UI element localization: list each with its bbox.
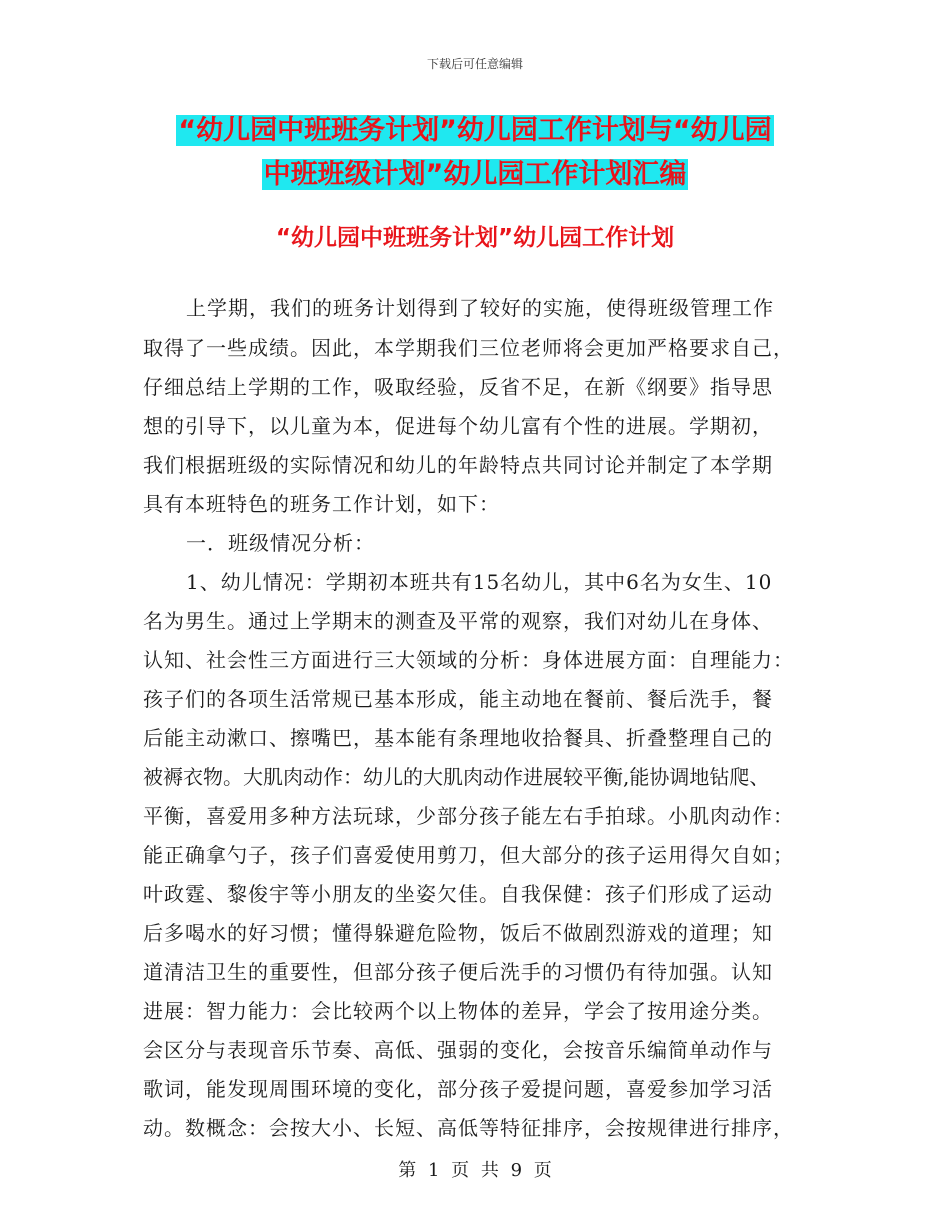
body-line: 道清洁卫生的重要性，但部分孩子便后洗手的习惯仍有待加强。认知 [143, 960, 773, 984]
body-line: 仔细总结上学期的工作，吸取经验，反省不足，在新《纲要》指导思 [143, 375, 773, 399]
body-line: 会区分与表现音乐节奏、高低、强弱的变化，会按音乐编简单动作与 [143, 1038, 773, 1062]
main-title-line-1 [0, 110, 950, 152]
body-line: 想的引导下，以儿童为本，促进每个幼儿富有个性的进展。学期初， [143, 414, 773, 438]
body-line: 取得了一些成绩。因此，本学期我们三位老师将会更加严格要求自己， [143, 336, 794, 360]
section-title: “幼儿园中班班务计划”幼儿园工作计划 [275, 225, 675, 251]
body-line: 我们根据班级的实际情况和幼儿的年龄特点共同讨论并制定了本学期 [143, 453, 773, 477]
main-title-line-1-text: “幼儿园中班班务计划”幼儿园工作计划与“幼儿园 [178, 115, 772, 146]
body-line: 上学期，我们的班务计划得到了较好的实施，使得班级管理工作 [186, 296, 774, 320]
body-line: 认知、社会性三方面进行三大领域的分析：身体进展方面：自理能力： [143, 648, 794, 672]
body-line: 被褥衣物。大肌肉动作：幼儿的大肌肉动作进展较平衡,能协调地钻爬、 [143, 765, 770, 789]
body-line: 名为男生。通过上学期末的测查及平常的观察，我们对幼儿在身体、 [143, 609, 773, 633]
main-title-line-2 [0, 154, 950, 196]
header-note: 下载后可任意编辑 [426, 57, 523, 71]
body-line: 1、幼儿情况：学期初本班共有15名幼儿，其中6名为女生、10 [186, 570, 773, 594]
body-line: 动。数概念：会按大小、长短、高低等特征排序，会按规律进行排序， [143, 1116, 794, 1140]
body-line: 叶政霆、黎俊宇等小朋友的坐姿欠佳。自我保健：孩子们形成了运动 [143, 882, 773, 906]
body-line: 孩子们的各项生活常规已基本形成，能主动地在餐前、餐后洗手，餐 [143, 687, 773, 711]
body-line: 一．班级情况分析： [186, 531, 375, 555]
main-title-line-2-text: 中班班级计划”幼儿园工作计划汇编 [263, 159, 687, 190]
body-line: 后多喝水的好习惯；懂得躲避危险物，饭后不做剧烈游戏的道理；知 [143, 921, 773, 945]
page-number-footer: 第 1 页 共 9 页 [398, 1160, 552, 1181]
body-line: 进展：智力能力：会比较两个以上物体的差异，学会了按用途分类。 [143, 999, 773, 1023]
body-line: 能正确拿勺子，孩子们喜爱使用剪刀，但大部分的孩子运用得欠自如； [143, 843, 794, 867]
body-line: 具有本班特色的班务工作计划，如下： [143, 492, 500, 516]
body-line: 歌词，能发现周围环境的变化，部分孩子爱提问题，喜爱参加学习活 [143, 1077, 773, 1101]
body-line: 后能主动漱口、擦嘴巴，基本能有条理地收拾餐具、折叠整理自己的 [143, 726, 773, 750]
body-line: 平衡，喜爱用多种方法玩球，少部分孩子能左右手拍球。小肌肉动作： [143, 804, 794, 828]
